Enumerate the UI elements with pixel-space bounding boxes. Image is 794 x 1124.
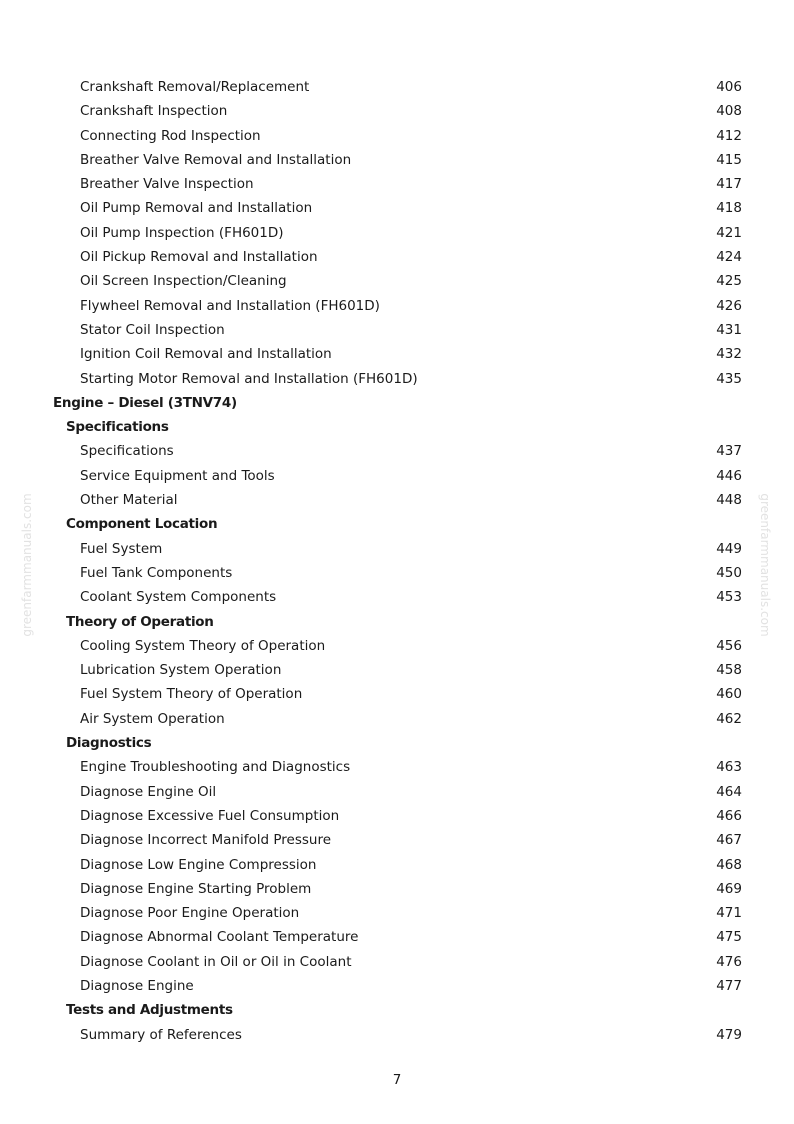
- toc-entry[interactable]: [0, 853, 794, 877]
- toc-entry[interactable]: [0, 221, 794, 245]
- toc-entry-page-number: 477: [716, 977, 742, 994]
- toc-entry-title: Fuel System: [80, 540, 163, 557]
- toc-entry-title: Breather Valve Inspection: [80, 176, 254, 193]
- toc-entry-page-number: 417: [716, 176, 742, 193]
- toc-entry-page-number: 453: [716, 589, 742, 606]
- toc-entry-title: Diagnose Engine Oil: [80, 783, 217, 800]
- toc-entry-page-number: 406: [716, 79, 742, 95]
- toc-entry-page-number: 446: [716, 467, 742, 484]
- toc-entry[interactable]: [0, 196, 794, 220]
- toc-entry-title: Tests and Adjustments: [66, 1002, 233, 1019]
- watermark-left: greenfarmmanuals.com: [20, 493, 34, 637]
- toc-entry-title: Fuel Tank Components: [80, 564, 233, 581]
- toc-entry-page-number: 462: [716, 710, 742, 727]
- toc-entry-title: Diagnostics: [66, 735, 152, 752]
- toc-section-heading: [0, 512, 794, 536]
- toc-entry-page-number: 431: [716, 321, 742, 338]
- toc-entry-title: Cooling System Theory of Operation: [80, 637, 326, 654]
- toc-entry[interactable]: [0, 877, 794, 901]
- toc-entry[interactable]: [0, 707, 794, 731]
- toc-entry-title: Diagnose Coolant in Oil or Oil in Coolant: [80, 953, 352, 970]
- toc-entry[interactable]: [0, 245, 794, 269]
- toc-entry[interactable]: [0, 682, 794, 706]
- toc-entry-page-number: 476: [716, 953, 742, 970]
- toc-entry[interactable]: [0, 1023, 794, 1047]
- toc-entry[interactable]: [0, 658, 794, 682]
- toc-entry[interactable]: [0, 780, 794, 804]
- toc-entry-page-number: 437: [716, 443, 742, 460]
- toc-entry-page-number: 458: [716, 662, 742, 679]
- toc-entry-title: Oil Pump Removal and Installation: [80, 200, 313, 217]
- table-of-contents: [0, 75, 794, 1047]
- toc-entry-title: Other Material: [80, 492, 178, 509]
- toc-entry-page-number: 412: [716, 127, 742, 144]
- toc-entry-page-number: 421: [716, 224, 742, 241]
- toc-entry-title: Breather Valve Removal and Installation: [80, 151, 352, 168]
- toc-entry[interactable]: [0, 318, 794, 342]
- toc-entry-page-number: 418: [716, 200, 742, 217]
- toc-entry[interactable]: [0, 367, 794, 391]
- toc-entry[interactable]: [0, 828, 794, 852]
- toc-entry[interactable]: [0, 488, 794, 512]
- toc-entry-title: Diagnose Low Engine Compression: [80, 856, 317, 873]
- toc-entry-title: Crankshaft Removal/Replacement: [80, 79, 310, 95]
- toc-entry[interactable]: [0, 974, 794, 998]
- toc-entry-title: Fuel System Theory of Operation: [80, 686, 303, 703]
- toc-entry-page-number: 435: [716, 370, 742, 387]
- toc-entry-title: Engine Troubleshooting and Diagnostics: [80, 759, 351, 776]
- toc-entry-page-number: 408: [716, 103, 742, 120]
- toc-entry[interactable]: [0, 294, 794, 318]
- toc-entry-title: Ignition Coil Removal and Installation: [80, 346, 332, 363]
- page-number: 7: [392, 1072, 402, 1088]
- toc-entry[interactable]: [0, 439, 794, 463]
- toc-entry[interactable]: [0, 804, 794, 828]
- toc-entry-page-number: 471: [716, 905, 742, 922]
- toc-entry-page-number: 448: [716, 492, 742, 509]
- toc-entry-title: Diagnose Excessive Fuel Consumption: [80, 807, 340, 824]
- toc-entry-title: Diagnose Engine: [80, 977, 194, 994]
- toc-entry[interactable]: [0, 537, 794, 561]
- toc-entry[interactable]: [0, 634, 794, 658]
- toc-section-heading: [0, 415, 794, 439]
- toc-entry-page-number: 460: [716, 686, 742, 703]
- toc-entry-page-number: 475: [716, 929, 742, 946]
- toc-entry-title: Service Equipment and Tools: [80, 467, 275, 484]
- toc-section-heading: [0, 998, 794, 1022]
- toc-entry-title: Engine – Diesel (3TNV74): [53, 394, 237, 411]
- toc-entry-page-number: 456: [716, 637, 742, 654]
- toc-entry-title: Theory of Operation: [66, 613, 214, 630]
- toc-entry-title: Connecting Rod Inspection: [80, 127, 261, 144]
- toc-entry-title: Diagnose Incorrect Manifold Pressure: [80, 832, 332, 849]
- toc-entry[interactable]: [0, 342, 794, 366]
- toc-entry-title: Air System Operation: [80, 710, 225, 727]
- toc-entry-title: Specifications: [80, 443, 174, 460]
- toc-entry[interactable]: [0, 172, 794, 196]
- toc-entry-page-number: 479: [716, 1026, 742, 1043]
- toc-entry[interactable]: [0, 99, 794, 123]
- toc-entry-title: Specifications: [66, 419, 169, 436]
- toc-section-heading: [0, 391, 794, 415]
- toc-entry-title: Lubrication System Operation: [80, 662, 282, 679]
- toc-section-heading: [0, 731, 794, 755]
- toc-entry-page-number: 415: [716, 151, 742, 168]
- toc-entry-title: Summary of References: [80, 1026, 242, 1043]
- toc-entry[interactable]: [0, 75, 794, 99]
- toc-entry[interactable]: [0, 755, 794, 779]
- toc-entry[interactable]: [0, 925, 794, 949]
- toc-entry-page-number: 467: [716, 832, 742, 849]
- toc-entry-title: Component Location: [66, 516, 218, 533]
- toc-entry-page-number: 449: [716, 540, 742, 557]
- toc-entry-page-number: 450: [716, 564, 742, 581]
- toc-entry-title: Stator Coil Inspection: [80, 321, 225, 338]
- toc-entry-title: Oil Pump Inspection (FH601D): [80, 224, 284, 241]
- toc-entry-title: Oil Screen Inspection/Cleaning: [80, 273, 287, 290]
- toc-entry-page-number: 464: [716, 783, 742, 800]
- toc-entry-page-number: 468: [716, 856, 742, 873]
- toc-entry[interactable]: [0, 561, 794, 585]
- toc-entry-title: Flywheel Removal and Installation (FH601D): [80, 297, 380, 314]
- toc-entry-page-number: 432: [716, 346, 742, 363]
- toc-entry-title: Diagnose Abnormal Coolant Temperature: [80, 929, 359, 946]
- toc-entry[interactable]: [0, 269, 794, 293]
- toc-entry-title: Oil Pickup Removal and Installation: [80, 249, 318, 266]
- toc-entry-page-number: 424: [716, 249, 742, 266]
- toc-entry-page-number: 463: [716, 759, 742, 776]
- toc-entry-title: Crankshaft Inspection: [80, 103, 228, 120]
- toc-entry-title: Starting Motor Removal and Installation (FH601D): [80, 370, 418, 387]
- toc-entry[interactable]: [0, 950, 794, 974]
- toc-entry-page-number: 466: [716, 807, 742, 824]
- toc-entry-page-number: 425: [716, 273, 742, 290]
- watermark-right: greenfarmmanuals.com: [758, 493, 772, 637]
- toc-section-heading: [0, 610, 794, 634]
- toc-entry-title: Coolant System Components: [80, 589, 277, 606]
- toc-entry[interactable]: [0, 148, 794, 172]
- toc-entry-title: Diagnose Engine Starting Problem: [80, 880, 312, 897]
- toc-entry[interactable]: [0, 464, 794, 488]
- toc-entry-page-number: 469: [716, 880, 742, 897]
- toc-entry-page-number: 426: [716, 297, 742, 314]
- toc-entry[interactable]: [0, 124, 794, 148]
- toc-entry[interactable]: [0, 901, 794, 925]
- toc-entry[interactable]: [0, 585, 794, 609]
- toc-entry-title: Diagnose Poor Engine Operation: [80, 905, 300, 922]
